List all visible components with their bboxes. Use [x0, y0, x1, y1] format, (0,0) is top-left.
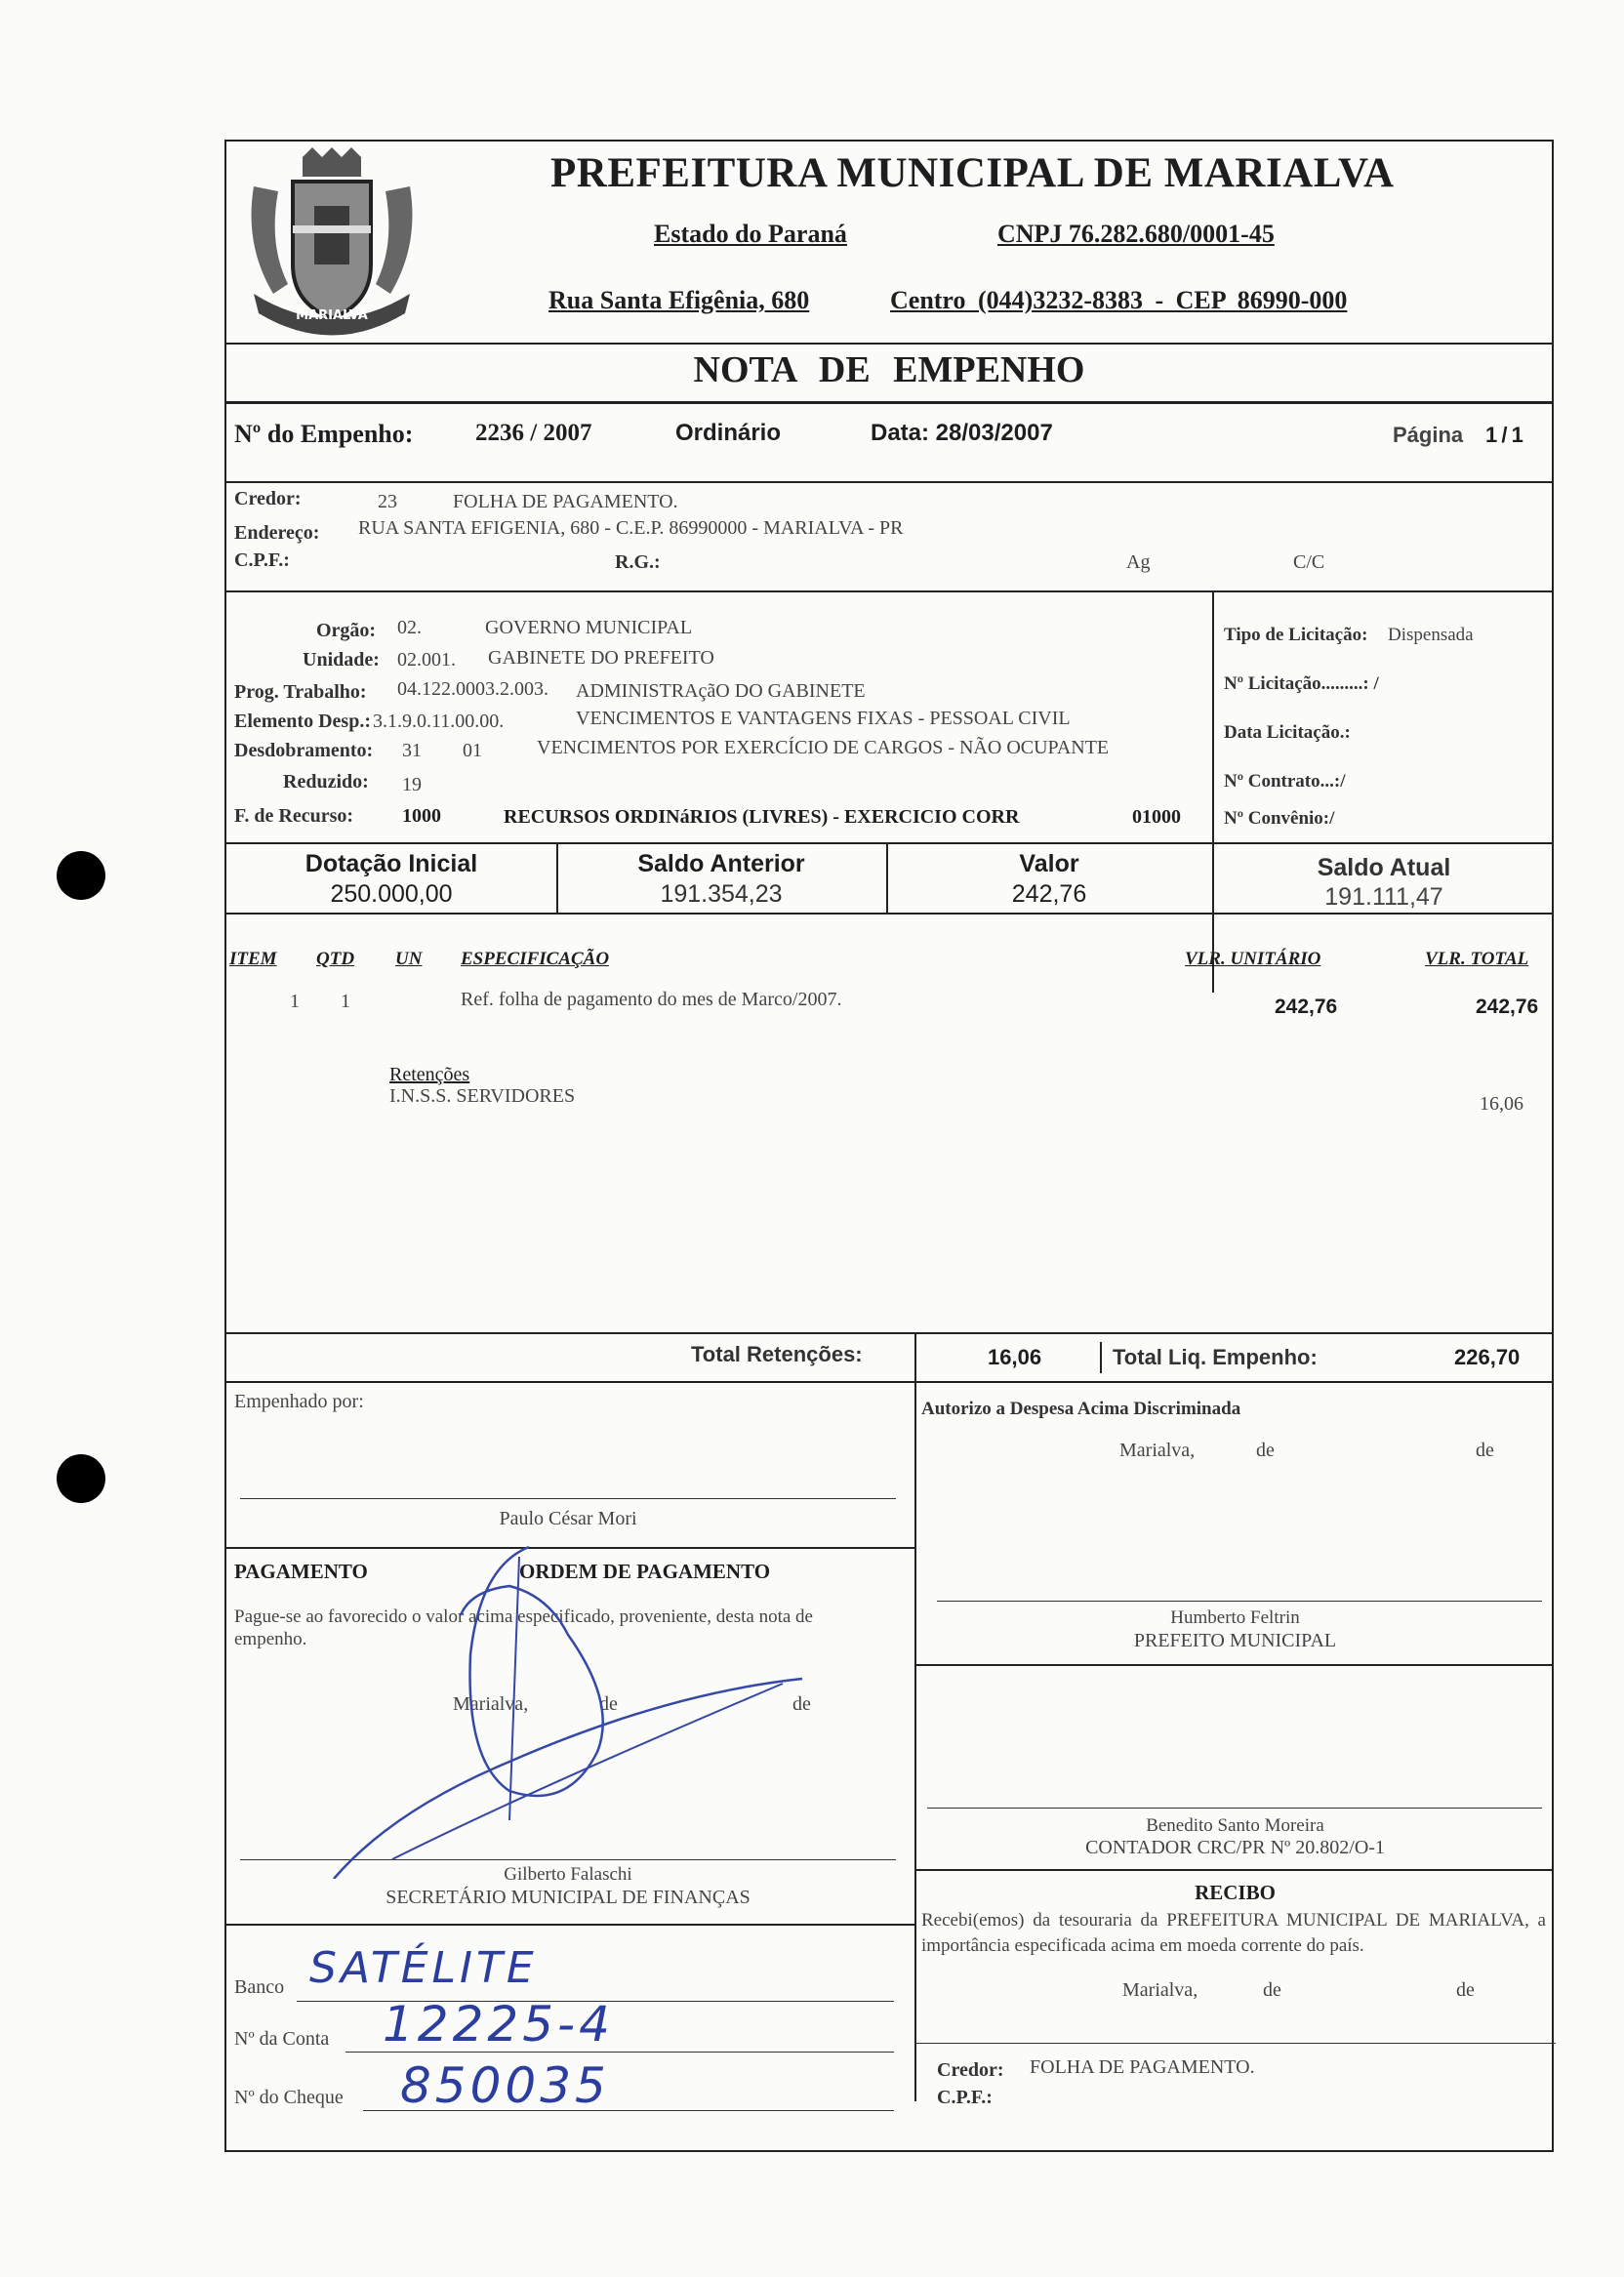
recurso-code2: 01000	[1132, 806, 1181, 828]
page-number: 1 / 1	[1485, 423, 1523, 447]
orgao-value: GOVERNO MUNICIPAL	[485, 617, 693, 638]
recibo-credor-value: FOLHA DE PAGAMENTO.	[1030, 2056, 1255, 2078]
pagamento-de1: de	[599, 1693, 618, 1715]
autorizo-label: Autorizo a Despesa Acima Discriminada	[921, 1399, 1241, 1419]
col-vlr-unitario: VLR. UNITÁRIO	[1185, 949, 1321, 969]
cnpj: CNPJ 76.282.680/0001-45	[997, 220, 1275, 248]
page-label: Página	[1393, 423, 1464, 447]
empenhado-por-label: Empenhado por:	[234, 1391, 364, 1412]
credor-label: Credor:	[234, 488, 302, 509]
cheque-label: Nº do Cheque	[234, 2087, 344, 2108]
reduzido-value: 19	[402, 774, 422, 795]
pagamento-label: PAGAMENTO	[234, 1560, 368, 1583]
licitacao-data: Data Licitação.:	[1224, 722, 1351, 743]
signature-scribble-icon	[275, 1537, 822, 1879]
recibo-credor-label: Credor:	[937, 2059, 1004, 2081]
total-liquido-value: 226,70	[1454, 1345, 1521, 1369]
recibo-label: RECIBO	[1195, 1881, 1276, 1904]
convenio-numero: Nº Convênio:/	[1224, 808, 1335, 829]
recurso-code: 1000	[402, 805, 441, 827]
dotacao-inicial-label: Dotação Inicial	[304, 850, 478, 877]
desdobramento-code2: 01	[463, 740, 482, 761]
street-address: Rua Santa Efigênia, 680	[548, 286, 810, 314]
punch-hole	[57, 1454, 105, 1503]
prog-code: 04.122.0003.2.003.	[397, 678, 548, 700]
prefeito-cargo: PREFEITO MUNICIPAL	[1133, 1630, 1337, 1651]
credor-name: FOLHA DE PAGAMENTO.	[453, 491, 678, 512]
secretario-cargo: SECRETÁRIO MUNICIPAL DE FINANÇAS	[386, 1887, 751, 1908]
cc-label: C/C	[1293, 551, 1325, 573]
total-retencoes-value: 16,06	[988, 1345, 1042, 1369]
licitacao-tipo-label: Tipo de Licitação:	[1224, 625, 1368, 645]
pagamento-texto: Pague-se ao favorecido o valor acima especificado, proveniente, desta nota de empenho.	[234, 1606, 813, 1649]
licitacao-tipo-value: Dispensada	[1388, 625, 1474, 645]
col-vlr-total: VLR. TOTAL	[1425, 949, 1529, 969]
valor-value: 242,76	[1011, 880, 1087, 908]
prefeito-nome: Humberto Feltrin	[1170, 1607, 1300, 1628]
punch-hole	[57, 851, 105, 900]
endereco-label: Endereço:	[234, 522, 320, 544]
licitacao-numero: Nº Licitação.........: /	[1224, 673, 1379, 694]
unidade-code: 02.001.	[397, 649, 456, 671]
banco-label: Banco	[234, 1976, 285, 1998]
banco-value: SATÉLITE	[309, 1943, 538, 1993]
coat-of-arms-icon	[234, 147, 429, 338]
cheque-value: 850035	[400, 2057, 610, 2114]
prog-value: ADMINISTRAçãO DO GABINETE	[576, 680, 866, 702]
total-retencoes-label: Total Retenções:	[691, 1342, 863, 1366]
retencao-name: I.N.S.S. SERVIDORES	[389, 1085, 576, 1107]
row-vlr-unitario: 242,76	[1275, 996, 1338, 1018]
reduzido-label: Reduzido:	[283, 771, 369, 793]
col-item: ITEM	[229, 949, 277, 969]
row-qtd: 1	[341, 991, 350, 1012]
row-item: 1	[290, 991, 300, 1012]
empenho-date: Data: 28/03/2007	[871, 420, 1053, 446]
empenho-type: Ordinário	[675, 420, 782, 446]
empenhado-por-nome: Paulo César Mori	[499, 1508, 637, 1529]
prog-label: Prog. Trabalho:	[234, 681, 367, 703]
retencoes-label: Retenções	[389, 1064, 470, 1085]
rg-label: R.G.:	[615, 551, 661, 573]
dotacao-inicial-value: 250.000,00	[330, 880, 453, 908]
empenho-number-label: Nº do Empenho:	[234, 420, 414, 448]
recibo-local: Marialva,	[1122, 1979, 1198, 2001]
row-vlr-total: 242,76	[1476, 996, 1539, 1018]
recurso-label: F. de Recurso:	[234, 805, 354, 827]
desdobramento-label: Desdobramento:	[234, 740, 374, 761]
col-un: UN	[395, 949, 423, 969]
conta-label: Nº da Conta	[234, 2028, 330, 2050]
total-liquido-label: Total Liq. Empenho:	[1113, 1345, 1318, 1369]
cpf-label: C.P.F.:	[234, 549, 290, 571]
contador-cargo: CONTADOR CRC/PR Nº 20.802/O-1	[1085, 1837, 1385, 1858]
retencao-value: 16,06	[1480, 1093, 1523, 1115]
elemento-value: VENCIMENTOS E VANTAGENS FIXAS - PESSOAL CIVIL	[576, 708, 1071, 729]
address-contact: Centro (044)3232-8383 - CEP 86990-000	[890, 286, 1348, 314]
contrato-numero: Nº Contrato...:/	[1224, 771, 1346, 792]
ordem-pagamento-label: ORDEM DE PAGAMENTO	[519, 1560, 771, 1583]
credor-code: 23	[378, 491, 397, 512]
state-name: Estado do Paraná	[654, 220, 847, 248]
endereco-value: RUA SANTA EFIGENIA, 680 - C.E.P. 86990000 - MARIALVA - PR	[358, 517, 904, 539]
recibo-de1: de	[1263, 1979, 1281, 2001]
saldo-anterior-label: Saldo Anterior	[637, 850, 805, 877]
autorizo-de1: de	[1256, 1440, 1275, 1461]
unidade-value: GABINETE DO PREFEITO	[488, 647, 714, 669]
saldo-atual-label: Saldo Atual	[1317, 854, 1451, 881]
ag-label: Ag	[1126, 551, 1151, 573]
elemento-code: 3.1.9.0.11.00.00.	[373, 711, 505, 732]
col-qtd: QTD	[316, 949, 355, 969]
orgao-code: 02.	[397, 617, 422, 638]
nota-de-empenho-form	[224, 140, 1554, 2152]
valor-label: Valor	[1019, 850, 1079, 877]
secretario-nome: Gilberto Falaschi	[504, 1864, 632, 1885]
municipality-title: PREFEITURA MUNICIPAL DE MARIALVA	[550, 150, 1395, 196]
unidade-label: Unidade:	[303, 649, 380, 671]
autorizo-de2: de	[1476, 1440, 1494, 1461]
saldo-anterior-value: 191.354,23	[660, 880, 783, 908]
orgao-label: Orgão:	[316, 620, 377, 641]
col-especificacao: ESPECIFICAÇÃO	[461, 949, 610, 969]
saldo-atual-value: 191.111,47	[1324, 883, 1443, 911]
conta-value: 12225-4	[383, 1996, 614, 2053]
pagamento-de2: de	[792, 1693, 811, 1715]
desdobramento-value: VENCIMENTOS POR EXERCÍCIO DE CARGOS - NÃO OCUPANTE	[537, 737, 1110, 758]
recurso-value: RECURSOS ORDINáRIOS (LIVRES) - EXERCICIO CORR	[504, 806, 1020, 828]
document-title: NOTA DE EMPENHO	[693, 349, 1085, 390]
seal-text: MARIALVA	[296, 308, 368, 323]
desdobramento-code1: 31	[402, 740, 422, 761]
recibo-de2: de	[1456, 1979, 1475, 2001]
recibo-cpf-label: C.P.F.:	[937, 2087, 993, 2108]
pagamento-local: Marialva,	[453, 1693, 529, 1715]
autorizo-local: Marialva,	[1119, 1440, 1196, 1461]
row-especificacao: Ref. folha de pagamento do mes de Marco/2007.	[461, 989, 842, 1010]
empenho-number: 2236 / 2007	[475, 420, 592, 446]
contador-nome: Benedito Santo Moreira	[1146, 1815, 1324, 1836]
recibo-texto: Recebi(emos) da tesouraria da PREFEITURA MUNICIPAL DE MARIALVA, a importância especificada acima em moeda corrente do país.	[921, 1910, 1546, 1956]
elemento-label: Elemento Desp.:	[234, 711, 371, 732]
